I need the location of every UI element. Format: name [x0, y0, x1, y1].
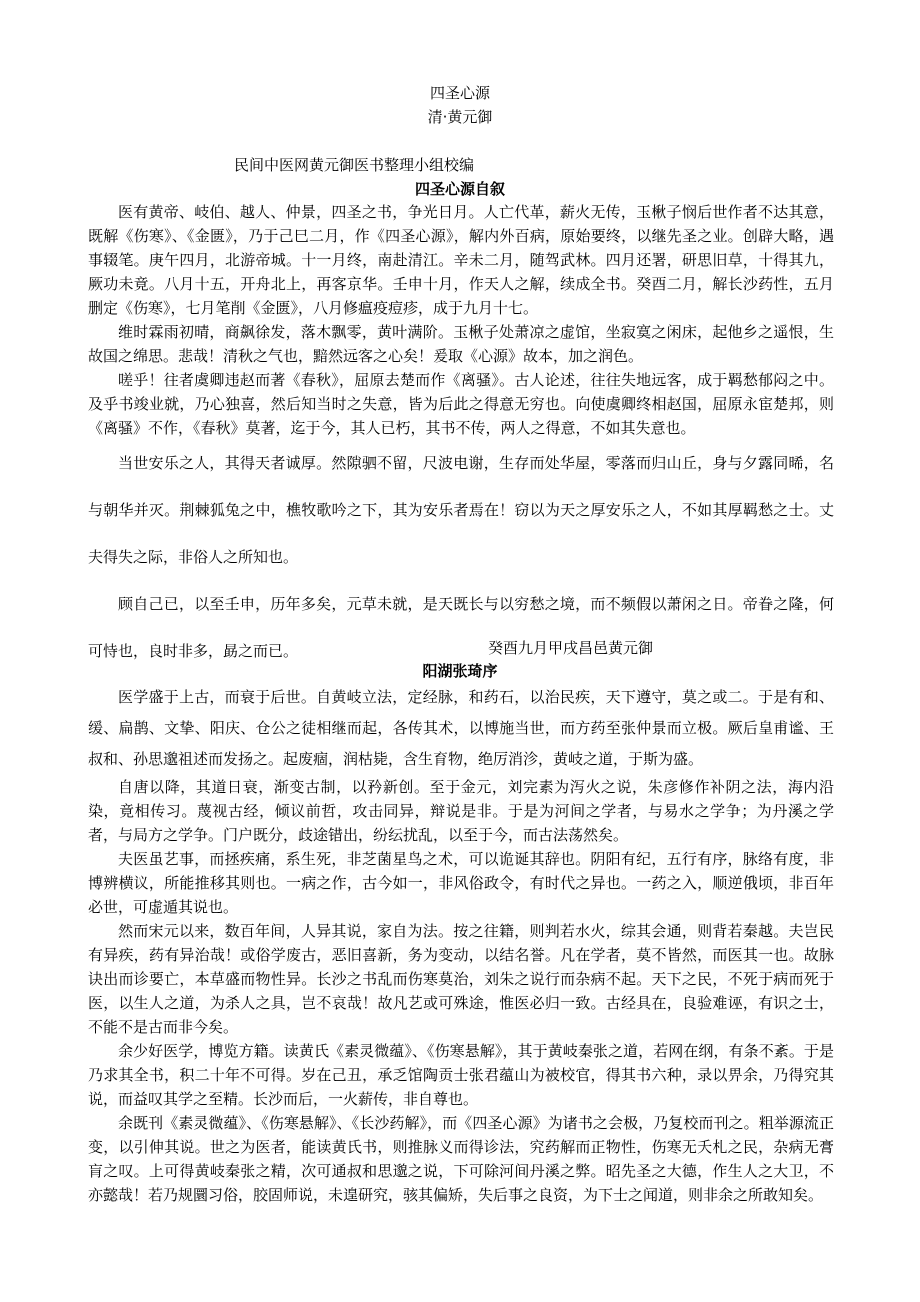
preface2-body: [88, 682, 834, 1207]
preface1-heading: 四圣心源自叙: [414, 180, 505, 198]
preface2-paragraph-5: 余少好医学，博览方籍。读黄氏《素灵微蕴》、《伤寒悬解》，其于黄岐秦张之道，若网在纲，有条不紊。于是乃求其全书，积二十年不可得。岁在己丑，承乏馆陶贡士张君蕴山为被校官，得其书六种，录以畀余，乃得究其说，而益叹其学之至精。长沙而后，一火薪传，非自尊也。: [88, 1042, 834, 1108]
preface1-signature: 癸酉九月甲戌昌邑黄元御: [488, 639, 654, 657]
preface2-paragraph-1: 医学盛于上古，而衰于后世。自黄岐立法，定经脉，和药石，以治民疾，天下遵守，莫之或二。于是有和、缓、扁鹊、文挚、阳庆、仓公之徒相继而起，各传其术，以博施当世，而方药至张仲景而立极。厥后皇甫谧、王叔和、孙思邈祖述而发扬之。起废痼，润枯毙，含生育物，绝厉消沴，黄岐之道，于斯为盛。: [88, 688, 834, 768]
preface1-paragraph-1: 医有黄帝、岐伯、越人、仲景，四圣之书，争光日月。人亡代革，薪火无传，玉楸子悯后世作者不达其意，既解《伤寒》、《金匮》，乃于己巳二月，作《四圣心源》，解内外百病，原始要终，以继先圣之业。创辟大略，遇事辍笔。庚午四月，北游帝城。十一月终，南赴清江。辛未二月，随驾武林。四月还署，研思旧草，十得其九，厥功未竟。八月十五，开舟北上，再客京华。壬申十月，作天人之解，续成全书。癸酉二月，解长沙药性，五月删定《伤寒》，七月笔削《金匮》，八月修瘟疫痘疹，成于九月十七。: [88, 203, 834, 317]
preface2-heading: 阳湖张琦序: [422, 662, 498, 680]
preface1-paragraph-4: 当世安乐之人，其得天者诚厚。然隙驷不留，尺波电谢，生存而处华屋，零落而归山丘，身与夕露同晞，名与朝华并灭。荆棘狐兔之中，樵牧歌吟之下，其为安乐者焉在！窃以为天之厚安乐之人，不如其厚羁愁之士。丈夫得失之际，非俗人之所知也。: [88, 454, 834, 566]
book-title: 四圣心源: [429, 84, 490, 102]
editor-credit: 民间中医网黄元御医书整理小组校编: [234, 156, 475, 174]
book-author: 清·黄元御: [427, 108, 493, 126]
preface1-body: [88, 200, 834, 675]
preface1-paragraph-2: 维时霖雨初晴，商飙徐发，落木飘零，黄叶满阶。玉楸子处萧凉之虚馆，坐寂寞之闲床，起他乡之遥恨，生故国之绵思。悲哉！清秋之气也，黯然远客之心矣！爰取《心源》故本，加之润色。: [88, 323, 834, 365]
preface2-paragraph-6: 余既刊《素灵微蕴》、《伤寒悬解》、《长沙药解》，而《四圣心源》为诸书之会极，乃复校而刊之。粗举源流正变，以引伸其说。世之为医者，能读黄氏书，则推脉义而得诊法，究药解而正物性，伤寒无夭札之民，杂病无膏肓之叹。上可得黄岐秦张之精，次可通叔和思邈之说，下可除河间丹溪之弊。昭先圣之大德，作生人之大卫，不亦懿哉！若乃规圜习俗，胶固师说，未遑研究，骇其偏矫，失后事之良资，为下士之闻道，则非余之所敢知矣。: [88, 1114, 834, 1204]
preface1-paragraph-5: 顾自己已，以至壬申，历年多矣，元草未就，是天既长与以穷愁之境，而不频假以萧闲之日。帝眷之隆，何可恃也，良时非多，勗之而已。: [88, 595, 834, 660]
preface2-paragraph-4: 然而宋元以来，数百年间，人异其说，家自为法。按之往籍，则判若水火，综其会通，则背若秦越。夫岂民有异疾，药有异治哉！或俗学废古，恶旧喜新，务为变动，以结名誉。凡在学者，莫不皆然，而医其一也。故脉诀出而诊要亡，本草盛而物性异。长沙之书乱而伤寒莫治，刘朱之说行而杂病不起。天下之民，不死于病而死于医，以生人之道，为杀人之具，岂不哀哉！故凡艺或可殊途，惟医必归一致。古经具在，良验难诬，有识之士，不能不是古而非今矣。: [88, 922, 834, 1036]
preface2-paragraph-3: 夫医虽艺事，而拯疾痛，系生死，非芝菌星鸟之术，可以诡诞其辞也。阴阳有纪，五行有序，脉络有度，非博辨横议，所能推移其则也。一病之作，古今如一，非风俗政令，有时代之异也。一药之入，顺逆俄顷，非百年必世，可虚遁其说也。: [88, 850, 834, 916]
preface1-paragraph-3: 嗟乎！往者虞卿违赵而著《春秋》，屈原去楚而作《离骚》。古人论述，往往失地远客，成于羁愁郁闷之中。及乎书竣业就，乃心独喜，然后知当时之失意，皆为后此之得意无穷也。向使虞卿终相赵国，屈原永宦楚邦，则《离骚》不作，《春秋》莫著，迄于今，其人已朽，其书不传，两人之得意，不如其失意也。: [88, 371, 834, 437]
preface2-paragraph-2: 自唐以降，其道日衰，渐变古制，以矜新创。至于金元，刘完素为泻火之说，朱彦修作补阴之法，海内沿染，竟相传习。蔑视古经，倾议前哲，攻击同异，辩说是非。于是为河间之学者，与易水之学争；为丹溪之学者，与局方之学争。门户既分，歧途错出，纷纭扰乱，以至于今，而古法荡然矣。: [88, 778, 834, 844]
